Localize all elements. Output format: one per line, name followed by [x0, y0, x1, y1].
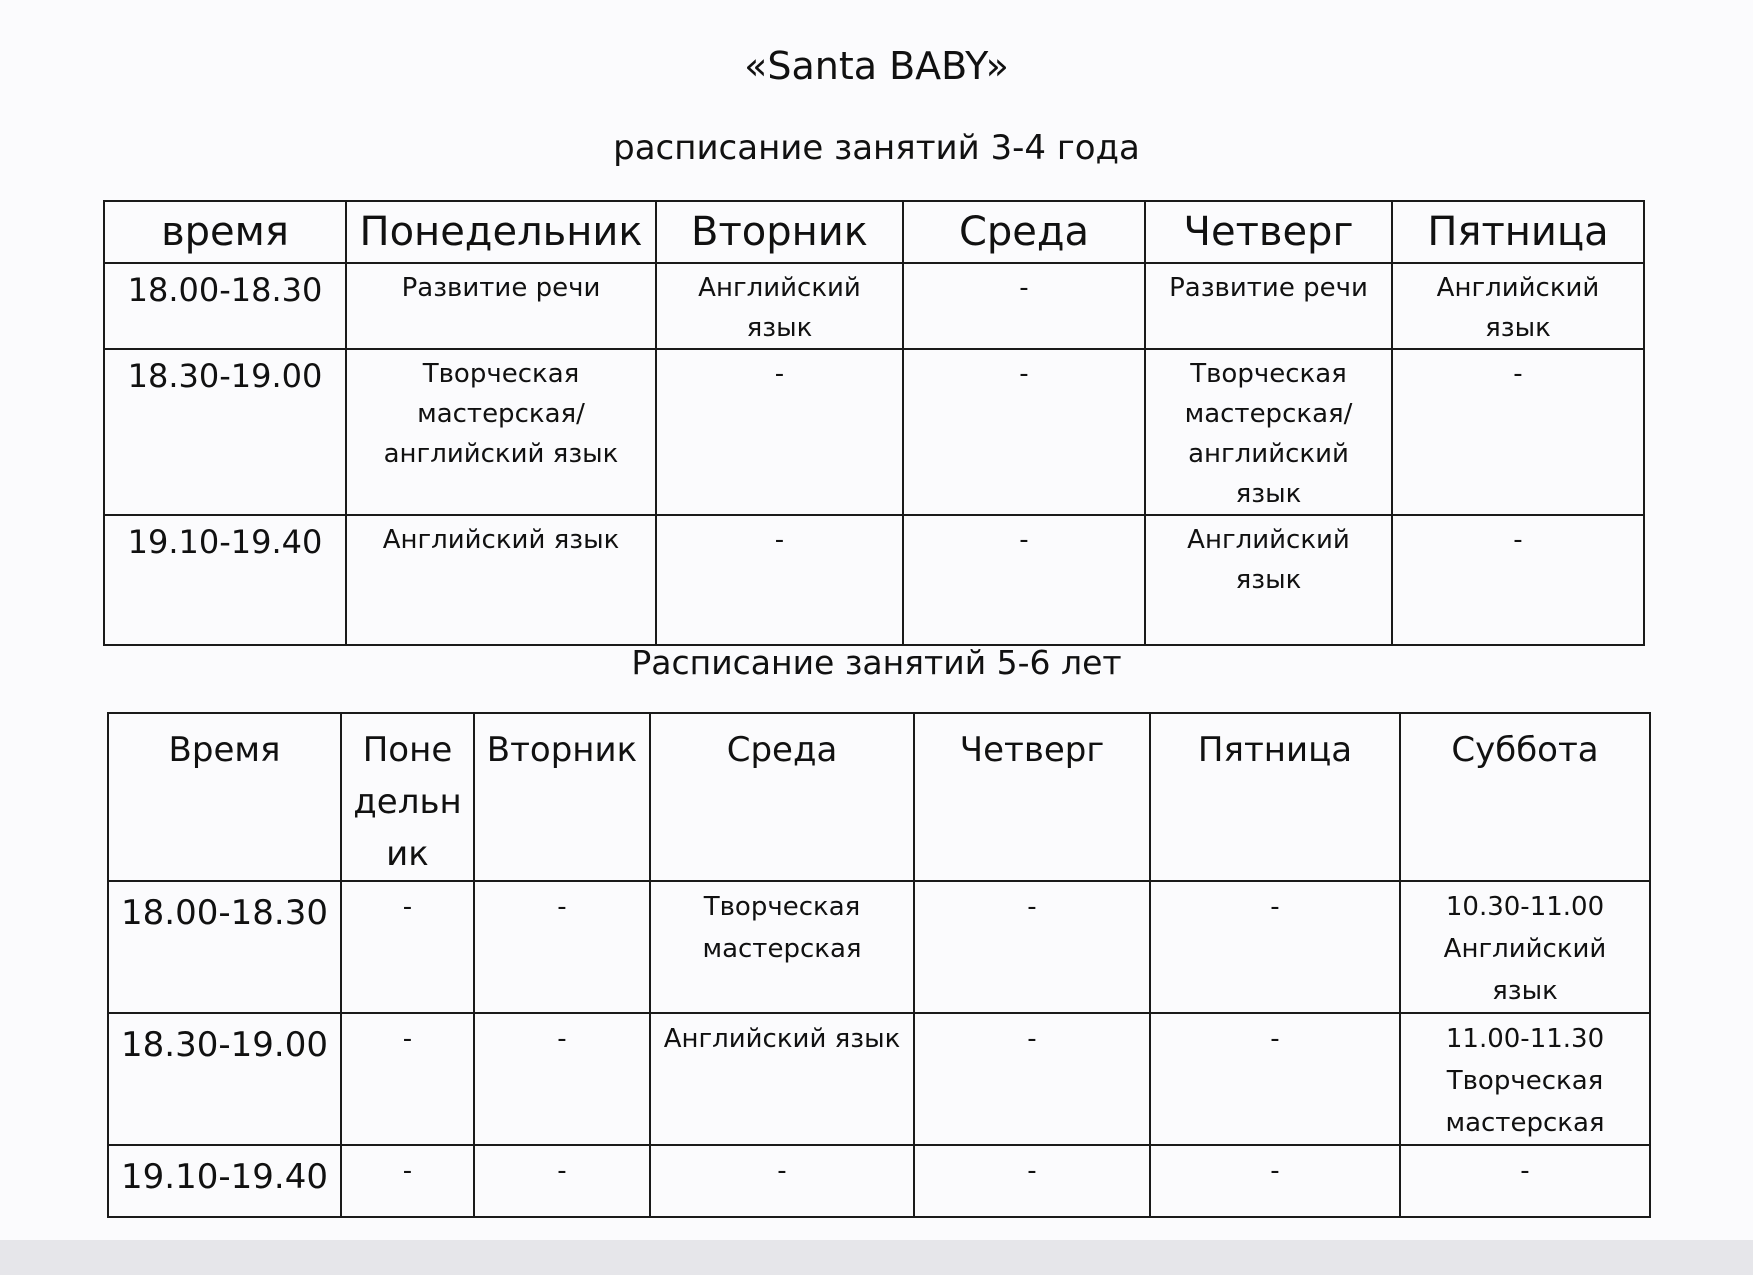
lesson-cell: Английский язык: [1392, 263, 1644, 349]
lesson-cell: -: [1150, 881, 1400, 1013]
lesson-cell: -: [1392, 349, 1644, 515]
lesson-cell: -: [656, 515, 903, 645]
lesson-cell: -: [1392, 515, 1644, 645]
header-cell: Среда: [650, 713, 914, 881]
lesson-cell: -: [914, 1013, 1150, 1145]
lesson-cell: -: [650, 1145, 914, 1217]
lesson-cell: Развитие речи: [1145, 263, 1392, 349]
table-row: [108, 881, 1650, 1013]
lesson-cell: -: [341, 1013, 474, 1145]
lesson-cell: Развитие речи: [346, 263, 656, 349]
lesson-cell: -: [341, 1145, 474, 1217]
time-cell: 18.00-18.30: [108, 881, 341, 1013]
header-cell: Среда: [903, 201, 1145, 263]
header-cell: Вторник: [656, 201, 903, 263]
table-row: [104, 515, 1644, 645]
lesson-cell: Английский язык: [656, 263, 903, 349]
header-cell: время: [104, 201, 346, 263]
lesson-cell: -: [474, 881, 650, 1013]
lesson-cell: 11.00-11.30 Творческая мастерская: [1400, 1013, 1650, 1145]
header-cell: Понедельник: [346, 201, 656, 263]
header-cell: Поне дельн ик: [341, 713, 474, 881]
schedule-title-5-6: Расписание занятий 5-6 лет: [631, 643, 1122, 682]
time-cell: 19.10-19.40: [108, 1145, 341, 1217]
lesson-cell: Английский язык: [346, 515, 656, 645]
header-cell: Время: [108, 713, 341, 881]
lesson-cell: -: [1400, 1145, 1650, 1217]
header-cell: Четверг: [914, 713, 1150, 881]
table-row: [108, 1013, 1650, 1145]
lesson-cell: 10.30-11.00 Английский язык: [1400, 881, 1650, 1013]
table-header-row: [108, 713, 1650, 881]
lesson-cell: -: [656, 349, 903, 515]
scan-edge: [0, 1240, 1753, 1275]
lesson-cell: -: [903, 263, 1145, 349]
header-cell: Пятница: [1392, 201, 1644, 263]
lesson-cell: Творческая мастерская/ английский язык: [346, 349, 656, 515]
time-cell: 18.00-18.30: [104, 263, 346, 349]
schedule-table-5-6: [107, 712, 1651, 1218]
document-title: «Santa BABY»: [744, 44, 1009, 88]
schedule-title-3-4: расписание занятий 3-4 года: [613, 128, 1140, 168]
table-header-row: [104, 201, 1644, 263]
lesson-cell: -: [914, 1145, 1150, 1217]
header-cell: Суббота: [1400, 713, 1650, 881]
lesson-cell: -: [914, 881, 1150, 1013]
lesson-cell: Творческая мастерская/ английский язык: [1145, 349, 1392, 515]
schedule-table-3-4: [103, 200, 1645, 646]
lesson-cell: -: [903, 349, 1145, 515]
lesson-cell: Творческая мастерская: [650, 881, 914, 1013]
time-cell: 19.10-19.40: [104, 515, 346, 645]
time-cell: 18.30-19.00: [104, 349, 346, 515]
time-cell: 18.30-19.00: [108, 1013, 341, 1145]
header-cell: Вторник: [474, 713, 650, 881]
table-row: [104, 263, 1644, 349]
lesson-cell: -: [474, 1145, 650, 1217]
header-cell: Пятница: [1150, 713, 1400, 881]
lesson-cell: -: [1150, 1145, 1400, 1217]
lesson-cell: -: [1150, 1013, 1400, 1145]
lesson-cell: -: [341, 881, 474, 1013]
table-row: [108, 1145, 1650, 1217]
header-cell: Четверг: [1145, 201, 1392, 263]
table-row: [104, 349, 1644, 515]
lesson-cell: -: [903, 515, 1145, 645]
lesson-cell: Английский язык: [1145, 515, 1392, 645]
lesson-cell: Английский язык: [650, 1013, 914, 1145]
lesson-cell: -: [474, 1013, 650, 1145]
